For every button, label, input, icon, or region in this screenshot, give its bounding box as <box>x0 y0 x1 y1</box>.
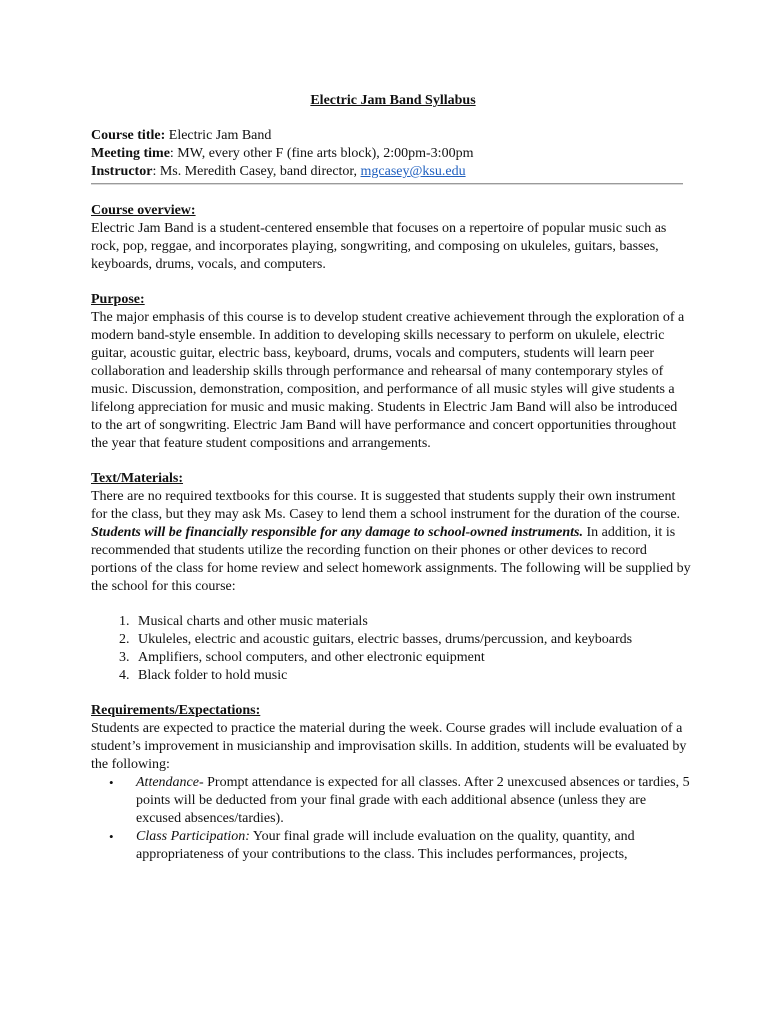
meeting-time-line <box>91 145 691 163</box>
course-title-label: Course title: <box>91 128 166 143</box>
list-item <box>109 828 691 864</box>
bullet-icon: • <box>109 775 114 790</box>
instructor-value: : Ms. Meredith Casey, band director, <box>152 164 361 179</box>
header-divider <box>91 183 683 185</box>
instructor-label: Instructor <box>91 164 153 179</box>
instructor-email-link[interactable]: mgcasey@ksu.edu <box>360 164 466 179</box>
evaluation-criteria-list <box>91 774 691 864</box>
meeting-time-value: : MW, every other F (fine arts block), 2:00pm-3:00pm <box>169 146 474 161</box>
materials-body-intro: There are no required textbooks for this course. It is suggested that students supply their own instrument for the class, but they may ask Ms. Casey to lend them a school instrument for the duration of the course. <box>91 489 681 522</box>
bullet-icon: • <box>109 829 114 844</box>
materials-heading: Text/Materials: <box>91 471 184 486</box>
supplied-materials-list <box>91 613 691 685</box>
document-title: Electric Jam Band Syllabus <box>310 93 476 108</box>
requirements-body: Students are expected to practice the material during the week. Course grades will include evaluation of a student’s improvement in musicianship and improvisation skills. In addition, students will be evaluated by the following: <box>91 721 687 772</box>
criterion-term: Attendance <box>136 775 199 790</box>
purpose-body: The major emphasis of this course is to develop student creative achievement through the exploration of a modern band-style ensemble. In addition to developing skills necessary to perform on ukulele, electric guitar, acoustic guitar, electric bass, keyboard, drums, vocals and computers, students will learn peer collaboration and leadership skills through performance and rehearsal of many contemporary styles of music. Discussion, demonstration, composition, and performance of all music styles will give students a lifelong appreciation for music and music making. Students in Electric Jam Band will also be introduced to the art of songwriting. Electric Jam Band will have performance and concert opportunities throughout the year that feature student compositions and arrangements. <box>91 310 685 451</box>
criterion-text: Your final grade will include evaluation on the quality, quantity, and appropriateness of your contributions to the class. This includes performances, projects, <box>136 829 635 862</box>
list-item: 4. Black folder to hold music <box>133 667 691 685</box>
criterion-text: - Prompt attendance is expected for all classes. After 2 unexcused absences or tardies, 5 points will be deducted from your final grade with each additional absence (unless they are excused absences/tardies). <box>136 775 690 826</box>
syllabus-page <box>91 92 691 881</box>
materials-body <box>91 488 691 596</box>
list-item <box>109 774 691 828</box>
meeting-time-label: Meeting time <box>91 146 170 161</box>
requirements-heading: Requirements/Expectations: <box>91 703 261 718</box>
materials-damage-notice: Students will be financially responsible for any damage to school-owned instruments. <box>91 525 583 540</box>
list-item: 2. Ukuleles, electric and acoustic guitars, electric basses, drums/percussion, and keyboards <box>133 631 691 649</box>
criterion-term: Class Participation: <box>136 829 250 844</box>
list-item: 1. Musical charts and other music materials <box>133 613 691 631</box>
list-item: 3. Amplifiers, school computers, and other electronic equipment <box>133 649 691 667</box>
instructor-line <box>91 163 691 181</box>
overview-section <box>91 202 691 274</box>
requirements-section <box>91 702 691 864</box>
overview-heading: Course overview: <box>91 203 196 218</box>
materials-section <box>91 470 691 596</box>
purpose-section <box>91 291 691 453</box>
purpose-heading: Purpose: <box>91 292 145 307</box>
overview-body: Electric Jam Band is a student-centered ensemble that focuses on a repertoire of popular music such as rock, pop, reggae, and incorporates playing, songwriting, and composing on ukuleles, guitars, basses, keyboards, drums, vocals, and computers. <box>91 221 667 272</box>
materials-body-rest: In addition, it is recommended that students utilize the recording function on their phones or other devices to record portions of the class for home review and select homework assignments. The following will be supplied by the school for this course: <box>91 525 691 594</box>
course-title-value: Electric Jam Band <box>165 128 272 143</box>
course-title-line <box>91 127 691 145</box>
